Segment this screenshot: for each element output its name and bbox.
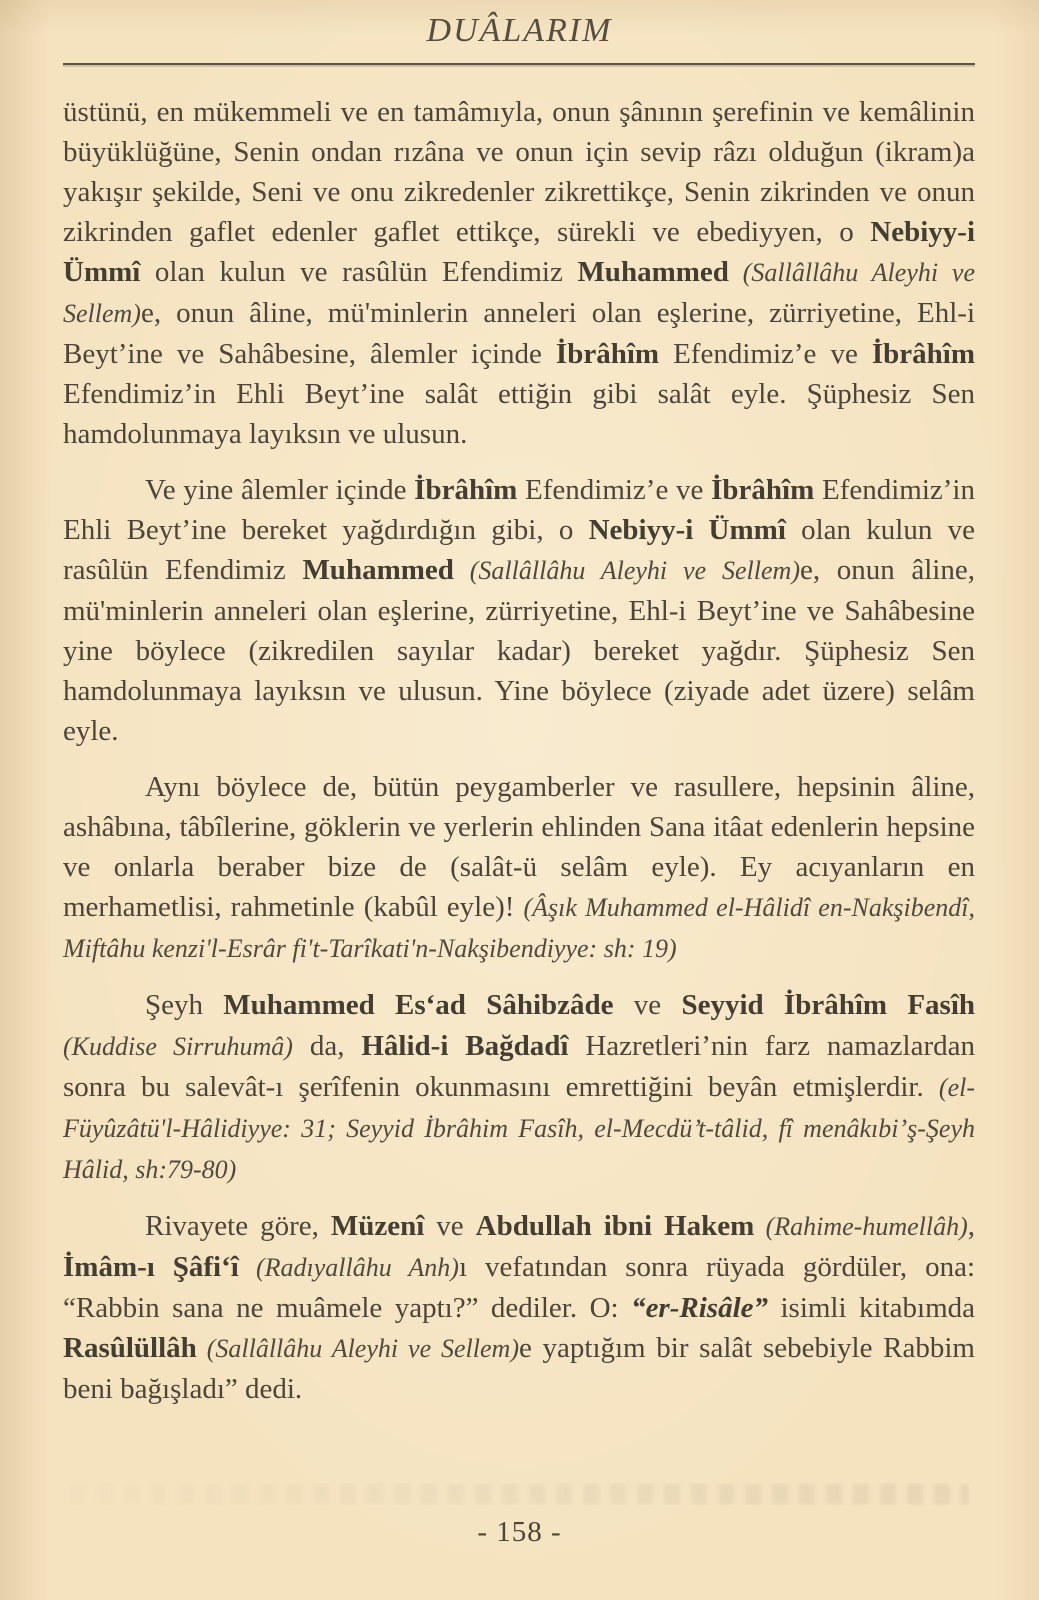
page-footer — [0, 1516, 1039, 1549]
text-run: olan kulun ve rasûlün Efendimiz — [63, 514, 975, 586]
text-run: Müzenî — [330, 1210, 425, 1242]
text-run: e, onun âline, mü'minlerin anneleri olan eşlerine, zürriyetine, Ehl-i Beyt’ine ve Sahâbesine, âlemler içinde — [63, 297, 975, 370]
text-run: (Sallâllâhu Aleyhi ve Sellem) — [196, 1334, 519, 1363]
paragraph — [63, 92, 975, 454]
text-run: İbrâhîm — [711, 474, 815, 506]
text-run: Hazretleri’nin farz namazlardan sonra bu salevât-ı şerîfenin okunmasını emrettiğini beyân etmişlerdir. — [63, 1030, 975, 1103]
paragraph — [63, 767, 975, 969]
text-run: (Rahime-humellâh) — [754, 1212, 968, 1241]
text-run: Nebiyy-i Ümmî — [588, 514, 786, 546]
text-run: (Kuddise Sirruhumâ) — [63, 1032, 293, 1061]
text-run: , — [967, 1210, 975, 1242]
text-run: Hâlid-i Bağdadî — [361, 1030, 569, 1062]
text-run: Seyyid İbrâhîm Fasîh — [681, 989, 976, 1021]
text-run: İbrâhîm — [871, 338, 975, 370]
text-run: (Radıyallâhu Anh) — [238, 1253, 459, 1282]
text-run: e, onun âline, mü'minlerin anneleri olan eşlerine, zürriyetine, Ehl-i Beyt’ine ve Sahâbesine yine böylece (zikredilen sayılar kadar) bereket yağdır. Şüphesiz Sen hamdolunmaya layıksın ve ulusun. Yine böylece (ziyade adet üzere) selâm eyle. — [63, 554, 975, 747]
text-run: Rasûlüllâh — [63, 1332, 197, 1364]
text-run: Efendimiz’e ve — [517, 474, 712, 506]
text-run: Efendimiz’e ve — [659, 338, 872, 370]
text-run: İmâm-ı Şâfi‘î — [63, 1251, 239, 1283]
paragraph — [63, 985, 975, 1190]
text-run: Efendimiz’in Ehli Beyt’ine bereket yağdırdığın gibi, o — [63, 474, 975, 546]
text-run: Ve yine âlemler içinde — [145, 474, 415, 506]
page-header — [0, 0, 1039, 65]
text-run: Efendimiz’in Ehli Beyt’ine salât ettiğin gibi salât eyle. Şüphesiz Sen hamdolunmaya layıksın ve ulusun. — [63, 378, 975, 450]
text-run: Muhammed Es‘ad Sâhibzâde — [223, 989, 614, 1021]
text-run: Aynı böylece de, bütün peygamberler ve rasullere, hepsinin âline, ashâbına, tâbîlerine, göklerin ve yerlerin ehlinden Sana itâat edenlerin hepsine ve onlarla beraber bize de (salât-ü selâm eyle). Ey acıyanların en merhametlisi, rahmetinle (kabûl eyle)! — [63, 771, 975, 923]
text-run: olan kulun ve rasûlün Efendimiz — [140, 256, 578, 288]
page-number: - 158 - — [477, 1516, 562, 1548]
text-run: ve — [424, 1210, 476, 1242]
paragraph — [63, 470, 975, 751]
text-run: İbrâhîm — [555, 338, 660, 370]
text-run: (Âşık Muhammed el-Hâlidî en-Nakşibendî, Miftâhu kenzi'l-Esrâr fi't-Tarîkati'n-Nakşibendiyye: sh: 19) — [63, 893, 975, 963]
text-run: ve — [613, 989, 682, 1021]
text-run: üstünü, en mükemmeli ve en tamâmıyla, onun şânının şerefinin ve kemâlinin büyüklüğüne, Senin ondan rızâna ve onun için sevip râzı olduğun (ikram)a yakışır şekilde, Seni ve onu zikredenler zikrettikçe, Senin zikrinden ve onun zikrinden gaflet edenler gaflet ettikçe, sürekli ve ebediyyen, o — [63, 96, 975, 248]
text-run: da, — [292, 1030, 362, 1062]
page-bleed-through-artifact — [70, 1483, 969, 1505]
text-run: (el-Füyûzâtü'l-Hâlidiyye: 31; Seyyid İbrâhim Fasîh, el-Mecdü’t-tâlid, fî menâkıbi’ş-Şeyh Hâlid, sh:79-80) — [63, 1073, 975, 1184]
text-run: ı vefatından sonra rüyada gördüler, ona: “Rabbin sana ne muâmele yaptı?” dediler. O: — [63, 1251, 975, 1324]
text-run: e yaptığım bir salât sebebiyle Rabbim beni bağışladı” dedi. — [63, 1332, 975, 1405]
text-run: Nebiyy-i Ümmî — [63, 216, 975, 288]
text-run: Rivayete göre, — [145, 1210, 331, 1242]
text-run: “er-Risâle” — [631, 1292, 768, 1324]
text-run: (Sallâllâhu Aleyhi ve Sellem) — [63, 258, 976, 328]
text-run: Şeyh — [145, 989, 224, 1021]
text-run: Muhammed — [302, 554, 454, 586]
header-rule — [63, 63, 975, 65]
page-body — [63, 92, 975, 1409]
text-run: İbrâhîm — [414, 474, 518, 506]
text-run: Muhammed — [577, 256, 729, 288]
running-head-title: DUÂLARIM — [426, 12, 613, 49]
text-run: (Sallâllâhu Aleyhi ve Sellem) — [453, 556, 800, 585]
text-run: Abdullah ibni Hakem — [475, 1210, 755, 1242]
text-run: isimli kitabımda — [768, 1292, 975, 1324]
paragraph — [63, 1206, 975, 1409]
